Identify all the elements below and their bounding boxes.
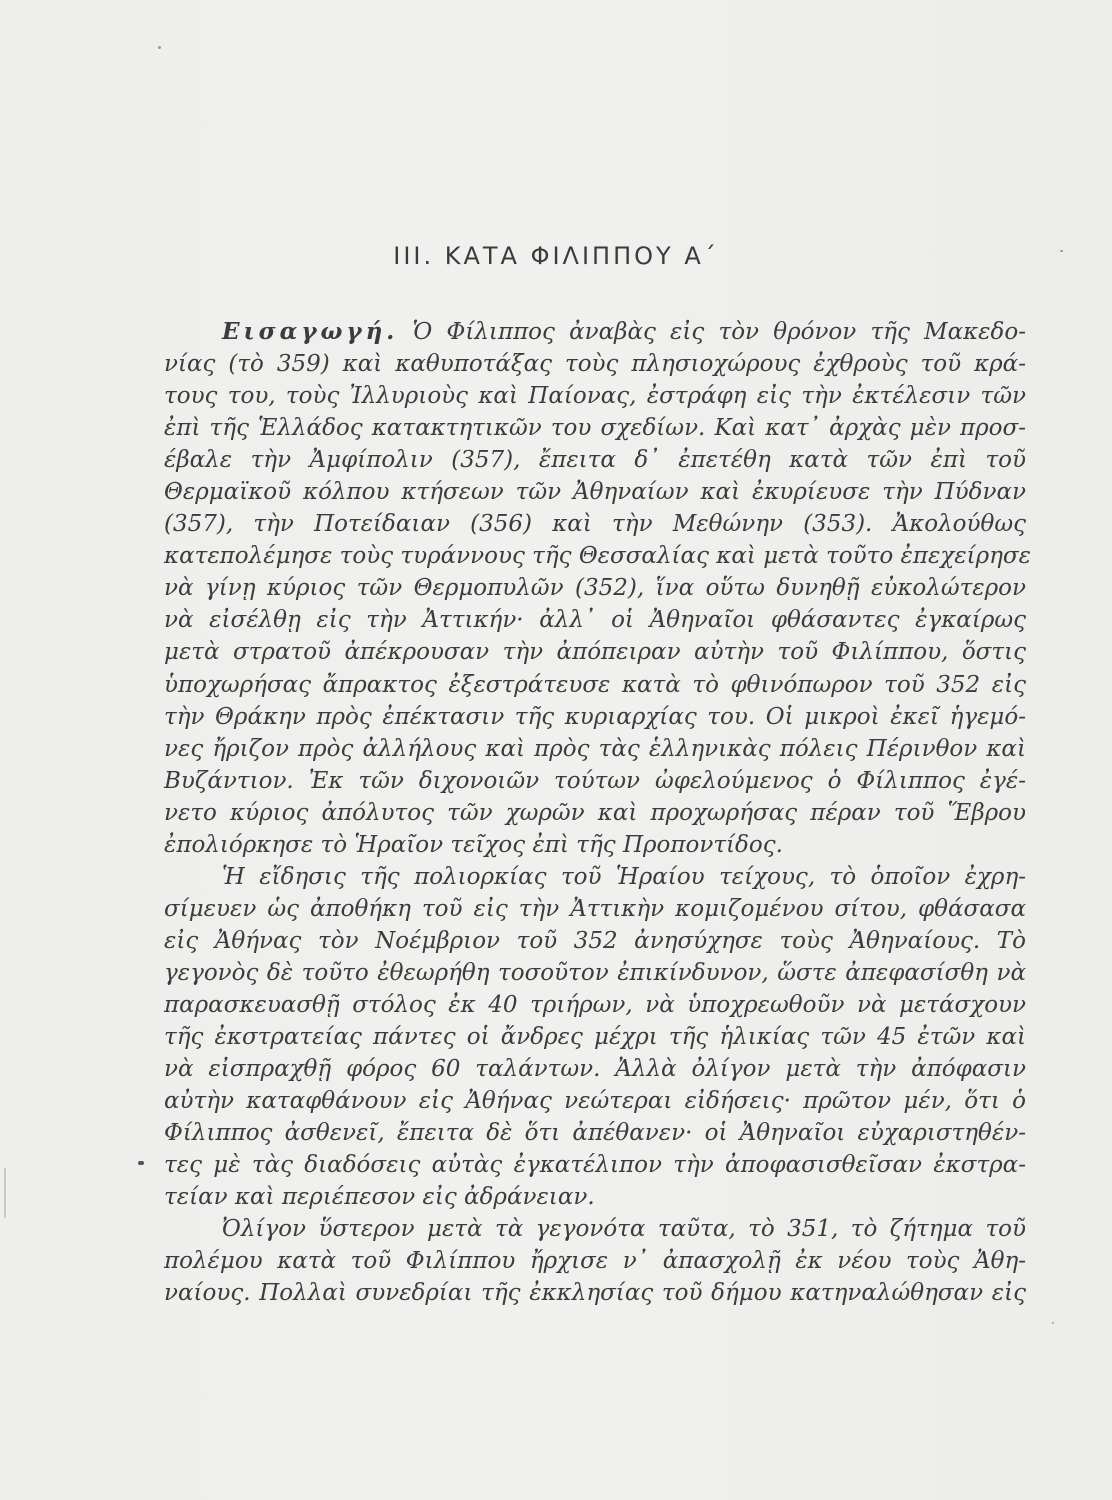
text-line: ἐπὶ τῆς Ἑλλάδος κατακτητικῶν του σχεδίων. Καὶ κατ᾽ ἀρχὰς μὲν προσ- bbox=[164, 415, 1026, 442]
intro-label: Εισαγωγή. bbox=[222, 318, 399, 345]
text-line: κατεπολέμησε τοὺς τυράννους τῆς Θεσσαλίας καὶ μετὰ τοῦτο ἐπεχείρησε bbox=[164, 543, 1031, 570]
text-line: Εισαγωγή. Ὁ Φίλιππος ἀναβὰς εἰς τὸν θρόνον τῆς Μακεδο- bbox=[222, 318, 1026, 345]
text-line: τείαν καὶ περιέπεσον εἰς ἀδράνειαν. bbox=[164, 1184, 595, 1211]
text-line: εἰς Ἀθήνας τὸν Νοέμβριον τοῦ 352 ἀνησύχησε τοὺς Ἀθηναίους. Τὸ bbox=[164, 927, 1026, 954]
text-line: σίμευεν ὡς ἀποθήκη τοῦ εἰς τὴν Ἀττικὴν κομιζομένου σίτου, φθάσασα bbox=[164, 895, 1026, 922]
text-line: αὐτὴν καταφθάνουν εἰς Ἀθήνας νεώτεραι εἰδήσεις· πρῶτον μέν, ὅτι ὁ bbox=[164, 1088, 1026, 1115]
body-text bbox=[164, 316, 1031, 1309]
text-line: Ὀλίγον ὕστερον μετὰ τὰ γεγονότα ταῦτα, τὸ 351, τὸ ζήτημα τοῦ bbox=[222, 1216, 1026, 1243]
text-line: (357), τὴν Ποτείδαιαν (356) καὶ τὴν Μεθώνην (353). Ἀκολούθως bbox=[164, 511, 1026, 538]
text-line: Φίλιππος ἀσθενεῖ, ἔπειτα δὲ ὅτι ἀπέθανεν· οἱ Ἀθηναῖοι εὐχαριστηθέν- bbox=[164, 1120, 1026, 1147]
text-line: νίας (τὸ 359) καὶ καθυποτάξας τοὺς πλησιοχώρους ἐχθροὺς τοῦ κρά- bbox=[164, 351, 1026, 378]
text-line: νὰ εἰσέλθῃ εἰς τὴν Ἀττικήν· ἀλλ᾽ οἱ Ἀθηναῖοι φθάσαντες ἐγκαίρως bbox=[164, 607, 1026, 634]
text-line: ναίους. Πολλαὶ συνεδρίαι τῆς ἐκκλησίας τοῦ δήμου κατηναλώθησαν εἰς bbox=[164, 1280, 1026, 1307]
text-line: νὰ γίνῃ κύριος τῶν Θερμοπυλῶν (352), ἵνα οὕτω δυνηθῇ εὐκολώτερον bbox=[164, 575, 1026, 602]
text-line: παρασκευασθῇ στόλος ἐκ 40 τριήρων, νὰ ὑποχρεωθοῦν νὰ μετάσχουν bbox=[164, 991, 1026, 1018]
text-line: Ἡ εἴδησις τῆς πολιορκίας τοῦ Ἡραίου τείχους, τὸ ὁποῖον ἐχρη- bbox=[222, 863, 1026, 890]
text-line: νετο κύριος ἀπόλυτος τῶν χωρῶν καὶ προχωρήσας πέραν τοῦ Ἕβρου bbox=[164, 799, 1026, 826]
chapter-heading: III. ΚΑΤΑ ΦΙΛΙΠΠΟΥ Α΄ bbox=[393, 242, 719, 270]
text-line: Θερμαϊκοῦ κόλπου κτήσεων τῶν Ἀθηναίων καὶ ἐκυρίευσε τὴν Πύδναν bbox=[164, 479, 1026, 506]
text-line: νες ἤριζον πρὸς ἀλλήλους καὶ πρὸς τὰς ἑλληνικὰς πόλεις Πέρινθον καὶ bbox=[164, 735, 1026, 762]
text-line: ἐπολιόρκησε τὸ Ἡραῖον τεῖχος ἐπὶ τῆς Προποντίδος. bbox=[164, 831, 783, 858]
text-line: τες μὲ τὰς διαδόσεις αὐτὰς ἐγκατέλιπον τὴν ἀποφασισθεῖσαν ἐκστρα- bbox=[164, 1152, 1026, 1179]
text-line: τους του, τοὺς Ἰλλυριοὺς καὶ Παίονας, ἐστράφη εἰς τὴν ἐκτέλεσιν τῶν bbox=[164, 383, 1026, 410]
margin-mark bbox=[138, 1161, 144, 1165]
text-line: πολέμου κατὰ τοῦ Φιλίππου ἤρχισε ν᾽ ἀπασχολῇ ἐκ νέου τοὺς Ἀθη- bbox=[164, 1248, 1026, 1275]
text-line: έβαλε τὴν Ἀμφίπολιν (357), ἔπειτα δ᾽ ἐπετέθη κατὰ τῶν ἐπὶ τοῦ bbox=[164, 447, 1026, 474]
text-line: Βυζάντιον. Ἐκ τῶν διχονοιῶν τούτων ὠφελούμενος ὁ Φίλιππος ἐγέ- bbox=[164, 767, 1026, 794]
text-line: τῆς ἐκστρατείας πάντες οἱ ἄνδρες μέχρι τῆς ἡλικίας τῶν 45 ἐτῶν καὶ bbox=[164, 1024, 1026, 1051]
paper-speck bbox=[1060, 250, 1063, 252]
text-line: νὰ εἰσπραχθῇ φόρος 60 ταλάντων. Ἀλλὰ ὀλίγον μετὰ τὴν ἀπόφασιν bbox=[164, 1056, 1026, 1083]
text-line: ὑποχωρήσας ἄπρακτος ἐξεστράτευσε κατὰ τὸ φθινόπωρον τοῦ 352 εἰς bbox=[164, 671, 1026, 698]
text-line: γεγονὸς δὲ τοῦτο ἐθεωρήθη τοσοῦτον ἐπικίνδυνον, ὥστε ἀπεφασίσθη νὰ bbox=[164, 959, 1026, 986]
paper-speck bbox=[158, 46, 161, 49]
text-line: τὴν Θράκην πρὸς ἐπέκτασιν τῆς κυριαρχίας του. Οἱ μικροὶ ἐκεῖ ἡγεμό- bbox=[164, 703, 1026, 730]
text-line: μετὰ στρατοῦ ἀπέκρουσαν τὴν ἀπόπειραν αὐτὴν τοῦ Φιλίππου, ὅστις bbox=[164, 639, 1026, 666]
margin-stroke bbox=[4, 1168, 6, 1218]
paper-speck bbox=[1052, 1322, 1054, 1324]
